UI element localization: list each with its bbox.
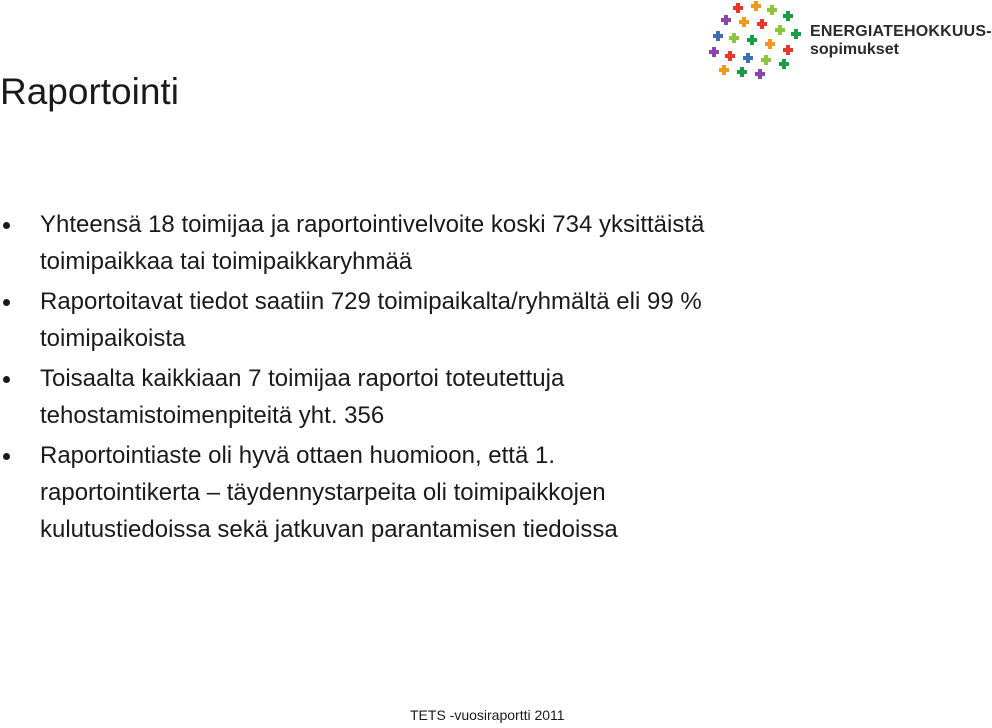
logo-cross-bar [794, 29, 798, 39]
bullet-dot-icon [3, 376, 10, 383]
logo-cross-bar [786, 11, 790, 21]
bullet-text: Yhteensä 18 toimijaa ja raportointivelvoite koski 734 yksittäistä toimipaikkaa tai toimipaikkaryhmää [40, 211, 705, 275]
logo-text-line1: ENERGIATEHOKKUUS- [810, 23, 992, 40]
logo-cross-bar [768, 39, 772, 49]
logo-cross-bar [732, 33, 736, 43]
bullet-item [0, 360, 940, 434]
logo-text-line2: sopimukset [810, 41, 899, 58]
logo-cross-bar [778, 25, 782, 35]
logo-cross-bar [770, 5, 774, 15]
logo-cross-bar [728, 51, 732, 61]
logo-cross-bar [736, 3, 740, 13]
logo [708, 2, 992, 78]
logo-cross-bar [782, 59, 786, 69]
bullet-text: Toisaalta kaikkiaan 7 toimijaa raportoi toteutettuja tehostamistoimenpiteitä yht. 356 [40, 365, 565, 429]
energiatehokkuus-logo-mark-icon [708, 2, 804, 78]
logo-cross-bar [740, 67, 744, 77]
logo-cross-bar [760, 19, 764, 29]
logo-cross-bar [746, 53, 750, 63]
slide-title: Raportointi [0, 71, 179, 112]
logo-cross-bar [742, 17, 746, 27]
bullet-item [0, 206, 940, 280]
bullet-text: Raportointiaste oli hyvä ottaen huomioon, että 1. raportointikerta – täydennystarpeita oli toimipaikkojen kulutustiedoissa sekä jatkuvan parantamisen tiedoissa [40, 442, 618, 543]
slide-footer: TETS -vuosiraportti 2011 [410, 707, 565, 723]
bullet-dot-icon [3, 453, 10, 460]
bullet-text: Raportoitavat tiedot saatiin 729 toimipaikalta/ryhmältä eli 99 % toimipaikoista [40, 288, 702, 352]
bullet-list [0, 206, 940, 551]
logo-cross-bar [758, 69, 762, 79]
bullet-dot-icon [3, 299, 10, 306]
bullet-item [0, 283, 940, 357]
logo-cross-bar [750, 35, 754, 45]
logo-cross-bar [724, 15, 728, 25]
logo-cross-bar [716, 31, 720, 41]
logo-cross-bar [722, 65, 726, 75]
bullet-dot-icon [3, 222, 10, 229]
logo-cross-bar [712, 47, 716, 57]
logo-cross-bar [764, 55, 768, 65]
bullet-item [0, 437, 940, 548]
logo-cross-bar [754, 1, 758, 11]
logo-cross-bar [786, 45, 790, 55]
